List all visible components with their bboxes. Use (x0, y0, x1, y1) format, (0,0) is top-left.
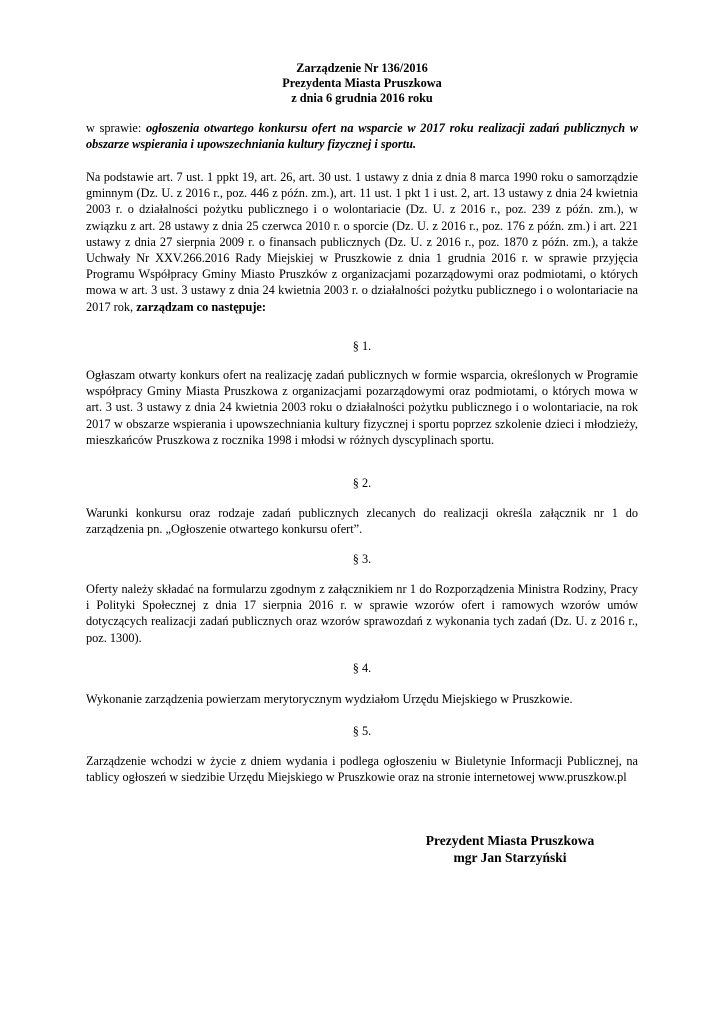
section-5-text: Zarządzenie wchodzi w życie z dniem wydania i podlega ogłoszeniu w Biuletynie Informacji Publicznej, na tablicy ogłoszeń w siedzibie Urzędu Miejskiego w Pruszkowie oraz na stronie internetowej www.pruszkow.pl (86, 754, 638, 785)
document-title: Zarządzenie Nr 136/2016 (296, 61, 428, 75)
section-2-heading: § 2. (352, 476, 372, 490)
signature-title: Prezydent Miasta Pruszkowa (425, 833, 595, 848)
decree-phrase: zarządzam co następuje: (136, 299, 266, 314)
signature-name: mgr Jan Starzyński (453, 850, 567, 865)
section-4-heading: § 4. (352, 661, 372, 675)
document-date: z dnia 6 grudnia 2016 roku (291, 91, 433, 105)
section-1-heading: § 1. (352, 339, 372, 353)
subject-text: ogłoszenia otwartego konkursu ofert na wsparcie w 2017 roku realizacji zadań publicznych w obszarze wspierania i upowszechniania kultury fizycznej i sportu. (86, 121, 638, 151)
section-2-text: Warunki konkursu oraz rodzaje zadań publicznych zlecanych do realizacji określa załącznik nr 1 do zarządzenia pn. „Ogłoszenie otwartego konkursu ofert”. (86, 506, 638, 537)
section-3-heading: § 3. (352, 552, 372, 566)
section-5-heading: § 5. (352, 724, 372, 738)
legal-basis-text: Na podstawie art. 7 ust. 1 ppkt 19, art. 26, art. 30 ust. 1 ustawy z dnia z dnia 8 marca 1990 roku o samorządzie gminnym (Dz. U. z 2016 r., poz. 446 z późn. zm.), art. 11 ust. 1 pkt 1 i ust. 2, art. 13 ustawy z dnia 24 kwietnia 2003 r. o działalności pożytku publicznego i o wolontariacie (Dz. U. z 2016 r., poz. 239 z późn. zm.), w związku z art. 28 ustawy z dnia 25 czerwca 2010 r. o sporcie (Dz. U. z 2016 r., poz. 176 z późn. zm.) i art. 221 ustawy z dnia 27 sierpnia 2009 r. o finansach publicznych (Dz. U. z 2016 r., poz. 1870 z późn. zm.), a także Uchwały Nr XXV.266.2016 Rady Miejskiej w Pruszkowie z dnia 1 grudnia 2016 r. w sprawie przyjęcia Programu Współpracy Gminy Miasto Pruszków z organizacjami pozarządowymi oraz podmiotami, o których mowa w art. 3 ust. 3 ustawy z dnia 24 kwietnia 2003 r. o działalności pożytku publicznego i o wolontariacie na 2017 rok, (86, 170, 638, 314)
legal-basis-paragraph (86, 169, 638, 315)
section-3-text: Oferty należy składać na formularzu zgodnym z załącznikiem nr 1 do Rozporządzenia Ministra Rodziny, Pracy i Polityki Społecznej z dnia 17 sierpnia 2016 r. w sprawie wzorów ofert i ramowych wzorów umów dotyczących realizacji zadań publicznych oraz wzorów sprawozdań z wykonania tych zadań (Dz. U. z 2016 r., poz. 1300). (86, 582, 638, 645)
section-4-text: Wykonanie zarządzenia powierzam merytorycznym wydziałom Urzędu Miejskiego w Pruszkowie. (86, 692, 573, 706)
subject-lead: w sprawie: (86, 121, 146, 135)
subject-paragraph (86, 120, 638, 152)
section-1-text: Ogłaszam otwarty konkurs ofert na realizację zadań publicznych w formie wsparcia, określonych w Programie współpracy Gminy Miasta Pruszkowa z organizacjami pozarządowymi oraz podmiotami, o których mowa w art. 3 ust. 3 ustawy z dnia 24 kwietnia 2003 roku o działalności pożytku publicznego i o wolontariacie, na rok 2017 w obszarze wspierania i upowszechniania kultury fizycznej i sportu poprzez szkolenie dzieci i młodzieży, mieszkańców Pruszkowa z rocznika 1998 i młodsi w różnych dyscyplinach sportu. (86, 368, 638, 447)
document-issuer: Prezydenta Miasta Pruszkowa (282, 76, 442, 90)
